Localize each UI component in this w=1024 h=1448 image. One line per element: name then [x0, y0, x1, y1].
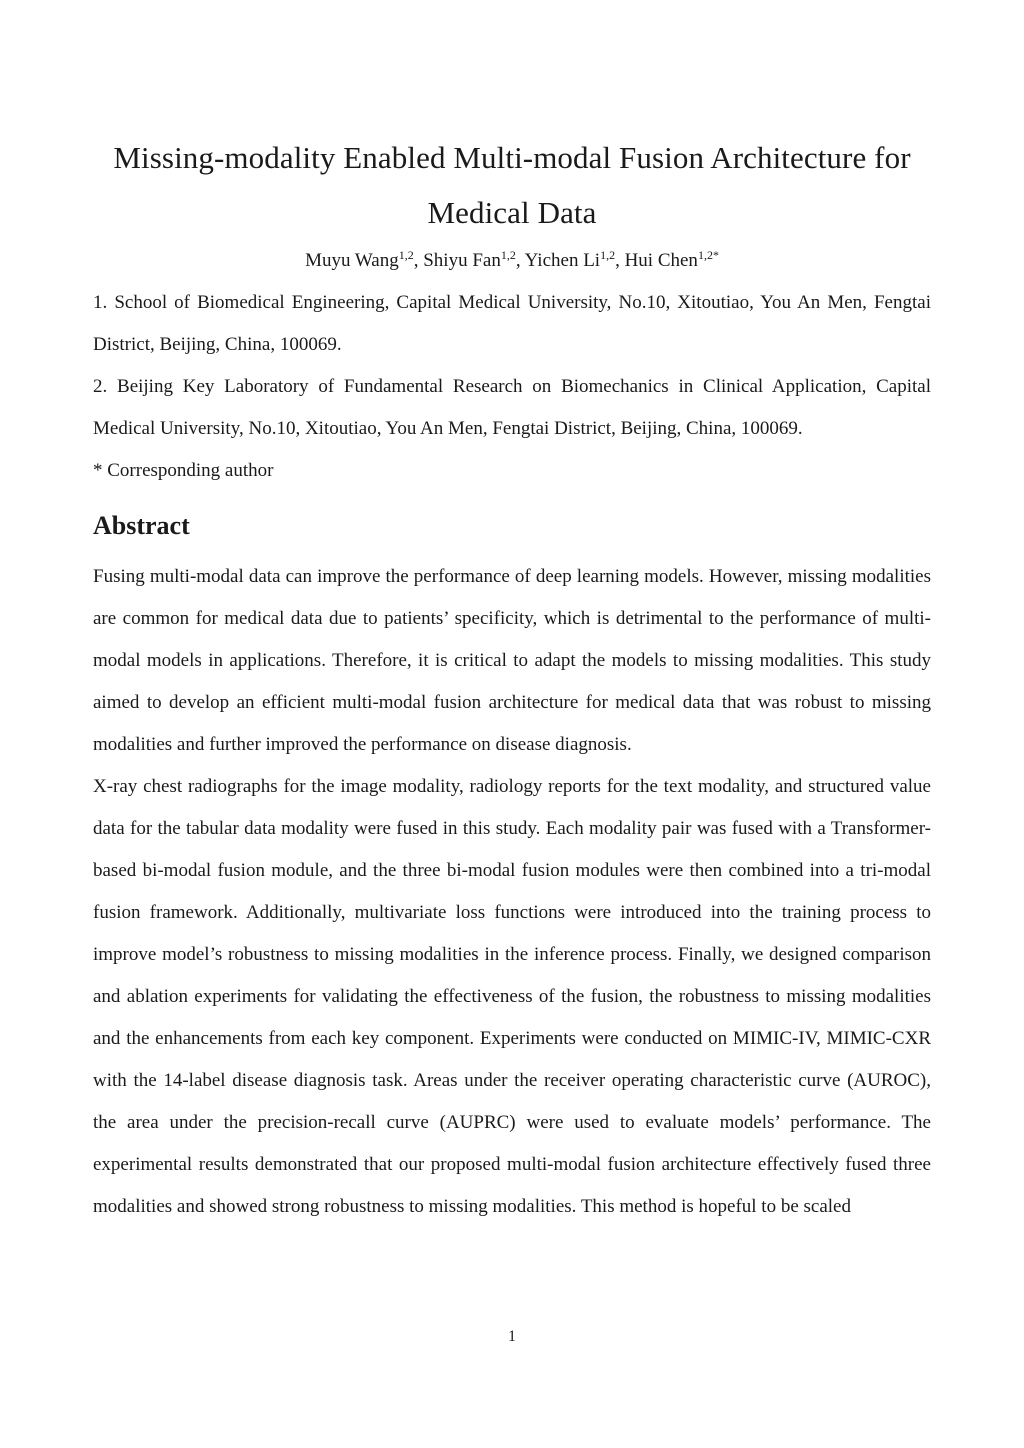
author-affiliation-marker: 1,2 [500, 248, 516, 262]
author-affiliation-marker: 1,2 [398, 248, 414, 262]
author [423, 250, 524, 271]
author-affiliation-marker: 1,2* [697, 248, 719, 262]
author-separator: , [615, 250, 625, 271]
author-list [93, 246, 931, 276]
page-number: 1 [508, 1328, 516, 1345]
author-separator: , [413, 250, 424, 271]
author [305, 250, 423, 271]
author [525, 250, 625, 271]
affiliation-2: 2. Beijing Key Laboratory of Fundamental Research on Biomechanics in Clinical Application, Capital Medical University, No.10, Xitoutiao, You An Men, Fengtai District, Beijing, China, 100069. [93, 376, 931, 439]
affiliation-1: 1. School of Biomedical Engineering, Capital Medical University, No.10, Xitoutiao, You An Men, Fengtai District, Beijing, China, 100069. [93, 292, 931, 355]
abstract-heading: Abstract [93, 511, 190, 540]
author-name: Shiyu Fan [423, 250, 501, 271]
author-separator: , [515, 250, 525, 271]
author-name: Muyu Wang [305, 250, 399, 271]
abstract-paragraph-2: X-ray chest radiographs for the image modality, radiology reports for the text modality, and structured value data for the tabular data modality were fused in this study. Each modality pair was fused with a Transformer-based bi-modal fusion module, and the three bi-modal fusion modules were then combined into a tri-modal fusion framework. Additionally, multivariate loss functions were introduced into the training process to improve model’s robustness to missing modalities in the inference process. Finally, we designed comparison and ablation experiments for validating the effectiveness of the fusion, the robustness to missing modalities and the enhancements from each key component. Experiments were conducted on MIMIC-IV, MIMIC-CXR with the 14-label disease diagnosis task. Areas under the receiver operating characteristic curve (AUROC), the area under the precision-recall curve (AUPRC) were used to evaluate models’ performance. The experimental results demonstrated that our proposed multi-modal fusion architecture effectively fused three modalities and showed strong robustness to missing modalities. This method is hopeful to be scaled [93, 776, 931, 1217]
abstract-paragraph-1: Fusing multi-modal data can improve the performance of deep learning models. However, missing modalities are common for medical data due to patients’ specificity, which is detrimental to the performance of multi-modal models in applications. Therefore, it is critical to adapt the models to missing modalities. This study aimed to develop an efficient multi-modal fusion architecture for medical data that was robust to missing modalities and further improved the performance on disease diagnosis. [93, 566, 931, 755]
author-affiliation-marker: 1,2 [600, 248, 616, 262]
author-name: Hui Chen [624, 250, 698, 271]
author [625, 250, 719, 271]
author-name: Yichen Li [524, 250, 601, 271]
corresponding-author-note: * Corresponding author [93, 460, 274, 481]
paper-title: Missing-modality Enabled Multi-modal Fusion Architecture for Medical Data [113, 140, 911, 230]
